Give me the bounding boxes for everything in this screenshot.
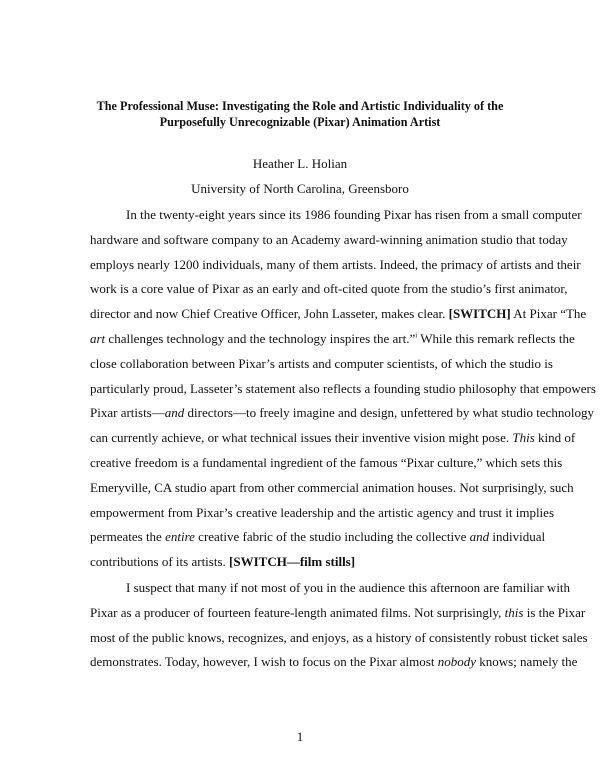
text-run: work is a core value of Pixar as an early and oft-cited quote from the studio’s first animator, xyxy=(90,281,568,297)
text-run: art xyxy=(90,331,106,346)
paragraph-2-line xyxy=(90,605,585,621)
paragraph-1-line xyxy=(90,430,575,446)
text-run: and xyxy=(469,529,490,545)
text-run: I suspect that many if not most of you in the audience this afternoon are familiar with xyxy=(126,580,571,595)
paragraph-1-line xyxy=(90,356,553,372)
paragraph-1-line xyxy=(90,405,594,421)
text-run: Emeryville, CA studio apart from other commercial animation houses. Not surprisingly, such xyxy=(90,479,574,495)
paragraph-1-line xyxy=(90,455,562,471)
text-run: creative fabric of the studio including the collective xyxy=(194,529,470,545)
text-run: demonstrates. Today, however, I wish to focus on the Pixar almost xyxy=(90,654,438,670)
text-run: hardware and software company to an Academy award-winning animation studio that today xyxy=(90,231,568,247)
text-run: particularly proud, Lasseter’s statement also reflects a founding studio philosophy that empowers xyxy=(90,380,596,396)
paragraph-1-line xyxy=(90,505,554,521)
text-run: director and now Chief Creative Officer, John Lasseter, makes clear. xyxy=(90,306,449,322)
text-run: is the Pixar xyxy=(523,604,586,620)
paragraph-1-line xyxy=(90,257,581,273)
page-number: 1 xyxy=(296,729,304,744)
paragraph-2-line xyxy=(90,630,588,646)
text-run: challenges technology and the technology inspires the art.” xyxy=(105,331,416,346)
text-run: directors—to freely imagine and design, unfettered by what studio technology xyxy=(184,405,594,421)
text-run: While this remark reflects the xyxy=(417,331,575,346)
title-line-2: Purposefully Unrecognizable (Pixar) Animation Artist xyxy=(159,115,441,129)
text-run: In the twenty-eight years since its 1986 founding Pixar has risen from a small computer xyxy=(126,207,582,222)
paragraph-2-line xyxy=(90,654,577,670)
paragraph-1-line xyxy=(90,529,545,545)
text-run: permeates the xyxy=(90,529,166,545)
footnote-marker: i xyxy=(415,331,418,340)
title-line-1: The Professional Muse: Investigating the Role and Artistic Individuality of the xyxy=(96,99,504,113)
text-run: This xyxy=(512,430,535,446)
text-run: contributions of its artists. xyxy=(90,554,230,570)
text-run: and xyxy=(164,405,185,421)
paragraph-1-line xyxy=(90,232,568,248)
text-run: creative freedom is a fundamental ingredient of the famous “Pixar culture,” which sets this xyxy=(90,455,563,470)
text-run: this xyxy=(504,604,524,620)
text-run: [SWITCH] xyxy=(448,306,511,322)
text-run: nobody xyxy=(437,654,476,670)
text-run: knows; namely the xyxy=(475,654,578,670)
text-run: most of the public knows, recognizes, and enjoys, as a history of consistently robust ticket sales xyxy=(90,629,588,645)
text-run: Pixar as a producer of fourteen feature-length animated films. Not surprisingly, xyxy=(90,604,505,620)
text-run: empowerment from Pixar’s creative leadership and the artistic agency and trust it implies xyxy=(90,504,555,520)
paragraph-1-line xyxy=(126,207,582,223)
paragraph-1-line xyxy=(90,381,596,397)
author-affiliation: University of North Carolina, Greensboro xyxy=(191,181,409,196)
paragraph-2-line xyxy=(126,580,570,596)
text-run: individual xyxy=(489,529,546,545)
text-run: At Pixar “The xyxy=(510,306,587,322)
author-name: Heather L. Holian xyxy=(252,156,348,171)
paragraph-1-line xyxy=(90,281,567,297)
paragraph-1-line xyxy=(90,331,575,347)
text-run: Pixar artists— xyxy=(90,405,165,421)
paragraph-1-line xyxy=(90,554,355,570)
text-run: employs nearly 1200 individuals, many of them artists. Indeed, the primacy of artists and their xyxy=(90,256,581,272)
text-run: entire xyxy=(165,529,195,545)
text-run: can currently achieve, or what technical issues their inventive vision might pose. xyxy=(90,430,513,446)
text-run: kind of xyxy=(534,430,576,446)
paragraph-1-line xyxy=(90,306,586,322)
text-run: close collaboration between Pixar’s artists and computer scientists, of which the studio is xyxy=(90,355,553,371)
text-run: [SWITCH—film stills] xyxy=(229,554,356,570)
paragraph-1-line xyxy=(90,480,574,496)
